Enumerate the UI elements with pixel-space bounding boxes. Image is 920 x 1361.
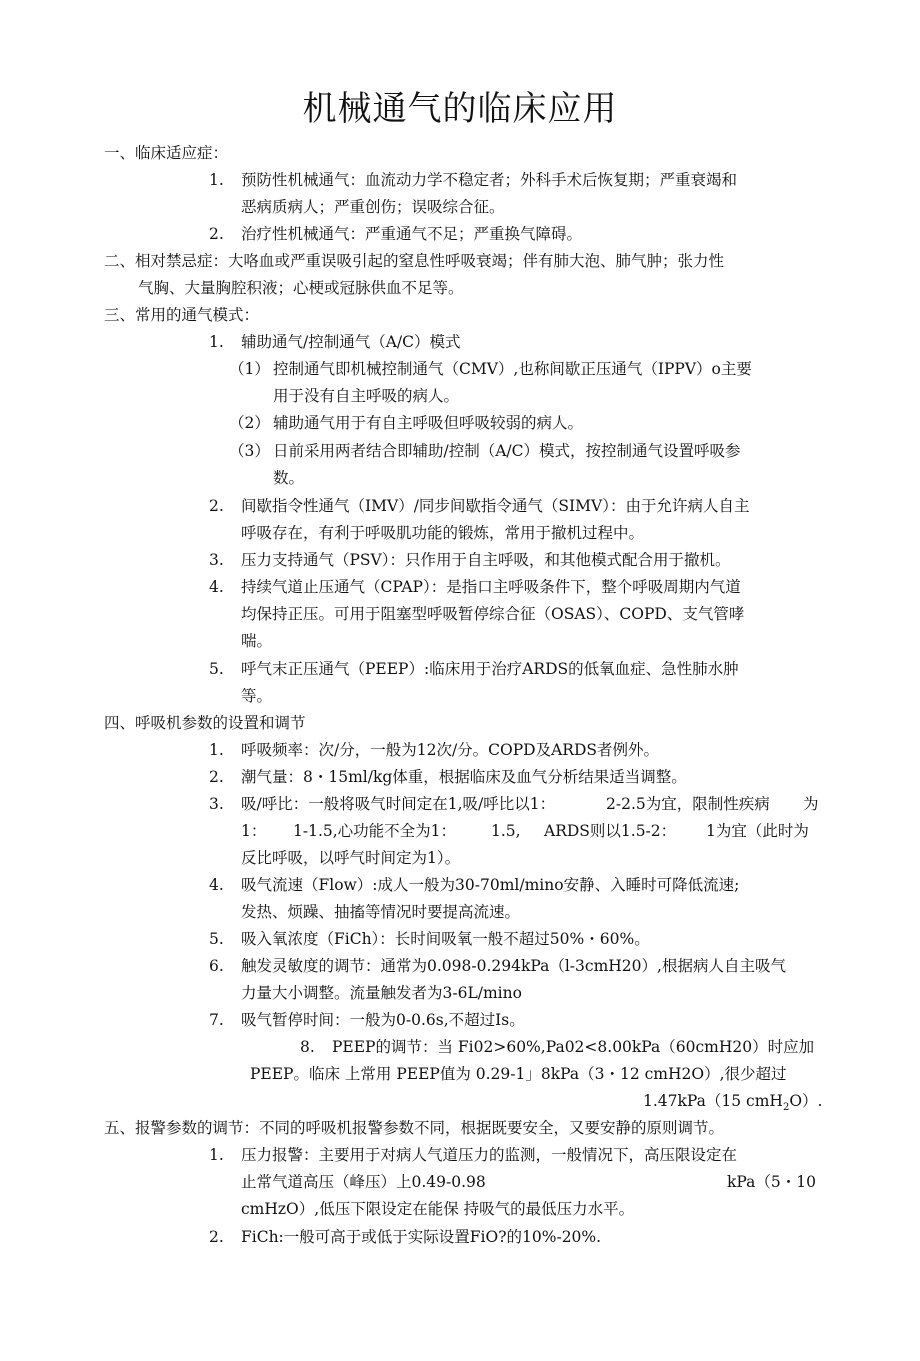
s5-item-2-number: 2. — [209, 1228, 224, 1246]
s3-sub-2-number: （2） — [229, 414, 270, 432]
s3-item-2-number: 2. — [209, 497, 224, 515]
s4-item-6-line-2: 力量大小调整。流量触发者为3-6L/mino — [241, 984, 522, 1002]
s3-sub-1-line-1: 控制通气即机械控制通气（CMV）,也称间歇正压通气（IPPV）o主要 — [273, 360, 752, 378]
s4-item-3-line-2e: 1为宜（此时为 — [706, 822, 809, 840]
s3-item-3-number: 3. — [209, 551, 224, 569]
s4-item-8-number: 8. — [300, 1038, 315, 1056]
section-4-heading: 四、呼吸机参数的设置和调节 — [104, 714, 306, 732]
s3-item-1-line-1: 辅助通气/控制通气（A/C）模式 — [241, 333, 461, 351]
s3-sub-2-line-1: 辅助通气用于有自主呼吸但呼吸较弱的病人。 — [273, 414, 584, 432]
s4-item-5-number: 5. — [209, 930, 224, 948]
s4-item-3-line-2c: 1.5, — [491, 822, 521, 840]
s4-item-3-line-3: 反比呼吸，以呼气时间定为1）。 — [241, 849, 461, 867]
s4-item-3-number: 3. — [209, 795, 224, 813]
section-1-heading: 一、临床适应症： — [104, 144, 229, 162]
s5-item-1-line-2b: kPa（5・10 — [727, 1173, 816, 1191]
s3-sub-1-line-2: 用于没有自主呼吸的病人。 — [273, 387, 460, 405]
s4-item-8-line-3b: O）. — [789, 1092, 823, 1110]
s4-item-4-line-1: 吸气流速（Flow）:成人一般为30-70ml/mino安静、入睡时可降低流速; — [241, 876, 740, 894]
s3-sub-3-number: （3） — [229, 442, 270, 460]
s3-item-4-line-2: 均保持正压。可用于阻塞型呼吸暂停综合征（OSAS）、COPD、支气管哮 — [241, 605, 745, 623]
s4-item-6-line-1: 触发灵敏度的调节：通常为0.098-0.294kPa（l-3cmH20）,根据病人自主吸气 — [241, 957, 786, 975]
s1-item-2-line-1: 治疗性机械通气：严重通气不足；严重换气障碍。 — [241, 225, 583, 243]
s4-item-2-line-1: 潮气量：8・15ml/kg体重，根据临床及血气分析结果适当调整。 — [241, 768, 687, 786]
s3-item-4-line-1: 持续气道止压通气（CPAP）：是指口主呼吸条件下，整个呼吸周期内气道 — [241, 578, 741, 596]
s3-item-1-number: 1. — [209, 333, 224, 351]
page-title: 机械通气的临床应用 — [302, 89, 618, 129]
s5-item-1-line-1: 压力报警：主要用于对病人气道压力的监测，一般情况下，高压限设定在 — [241, 1146, 738, 1164]
section-2-line-2: 气胸、大量胸腔积液；心梗或冠脉供血不足等。 — [138, 279, 464, 297]
s3-item-3-line-1: 压力支持通气（PSV）：只作用于自主呼吸，和其他模式配合用于撤机。 — [241, 551, 731, 569]
s4-item-7-number: 7. — [209, 1011, 224, 1029]
s4-item-7-line-1: 吸气暂停时间：一般为0-0.6s,不超过Is。 — [241, 1011, 525, 1029]
s5-item-1-line-3: cmHzO）,低压下限设定在能保 持吸气的最低压力水平。 — [241, 1200, 635, 1218]
s4-item-6-number: 6. — [209, 957, 224, 975]
s5-item-1-line-2a: 止常气道高压（峰压）上0.49-0.98 — [241, 1173, 486, 1191]
s4-item-3-line-1c: 为 — [803, 795, 819, 813]
s1-item-1-line-1: 预防性机械通气：血流动力学不稳定者；外科手术后恢复期；严重衰竭和 — [241, 171, 738, 189]
s3-sub-3-line-1: 日前采用两者结合即辅助/控制（A/C）模式，按控制通气设置呼吸参 — [273, 442, 741, 460]
s4-item-3-line-2b: 1-1.5,心功能不全为1： — [293, 822, 457, 840]
s4-item-2-number: 2. — [209, 768, 224, 786]
s4-item-3-line-1a: 吸/呼比：一般将吸气时间定在1,吸/呼比以1： — [241, 795, 556, 813]
s3-item-2-line-1: 间歇指令性通气（IMV）/同步间歇指令通气（SIMV）：由于允许病人自主 — [241, 497, 750, 515]
s5-item-1-number: 1. — [209, 1146, 224, 1164]
s1-item-2-number: 2. — [209, 225, 224, 243]
section-3-heading: 三、常用的通气模式： — [104, 306, 260, 324]
section-2-line-1: 二、相对禁忌症：大咯血或严重误吸引起的窒息性呼吸衰竭；伴有肺大泡、肺气肿；张力性 — [104, 252, 725, 270]
s3-item-5-number: 5. — [209, 660, 224, 678]
s1-item-1-number: 1. — [209, 171, 224, 189]
s3-item-5-line-1: 呼气末正压通气（PEEP）:临床用于治疗ARDS的低氧血症、急性肺水肿 — [241, 660, 739, 678]
s3-item-2-line-2: 呼吸存在，有利于呼吸肌功能的锻炼，常用于撤机过程中。 — [241, 524, 645, 542]
s4-item-4-number: 4. — [209, 876, 224, 894]
s4-item-1-number: 1. — [209, 741, 224, 759]
s4-item-4-line-2: 发热、烦躁、抽搐等情况时要提高流速。 — [241, 903, 521, 921]
s1-item-1-line-2: 恶病质病人；严重创伤；误吸综合征。 — [241, 198, 505, 216]
section-5-heading: 五、报警参数的调节：不同的呼吸机报警参数不同，根据既要安全，又要安静的原则调节。 — [104, 1119, 725, 1137]
s4-item-3-line-2a: 1： — [241, 822, 267, 840]
s4-item-3-line-2d: ARDS则以1.5-2： — [544, 822, 677, 840]
s3-sub-3-line-2: 数。 — [273, 469, 305, 487]
s4-item-1-line-1: 呼吸频率：次/分，一般为12次/分。COPD及ARDS者例外。 — [241, 741, 660, 759]
s3-item-4-number: 4. — [209, 578, 224, 596]
s4-item-5-line-1: 吸入氧浓度（FiCh）：长时间吸氧一般不超过50%・60%。 — [241, 930, 650, 948]
s3-item-4-line-3: 喘。 — [241, 632, 273, 650]
s4-item-8-line-1: PEEP的调节：当 Fi02>60%,Pa02<8.00kPa（60cmH20）时应加 — [332, 1038, 815, 1056]
s4-item-3-line-1b: 2-2.5为宜，限制性疾病 — [606, 795, 770, 813]
s3-item-5-line-2: 等。 — [241, 687, 273, 705]
s3-sub-1-number: （1） — [229, 360, 270, 378]
s4-item-8-line-3 — [643, 1091, 822, 1118]
s5-item-2-line-1: FiCh:一般可高于或低于实际设置FiO?的10%-20%. — [241, 1228, 602, 1246]
s4-item-8-line-3-subscript: 2 — [782, 1102, 790, 1114]
s4-item-8-line-3a: 1.47kPa（15 cmH — [643, 1092, 783, 1110]
s4-item-8-line-2: PEEP。临床 上常用 PEEP值为 0.29-1」8kPa（3・12 cmH2O）,很少超过 — [250, 1065, 787, 1083]
